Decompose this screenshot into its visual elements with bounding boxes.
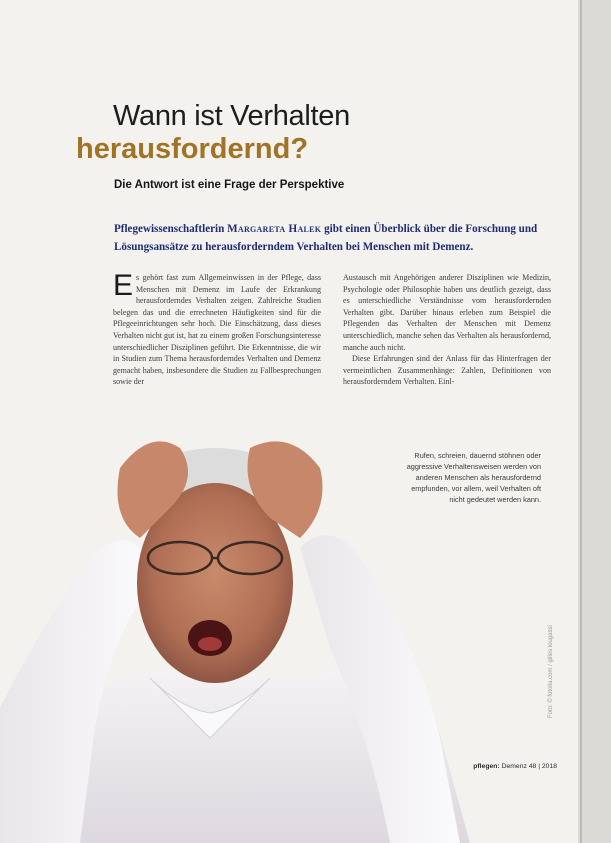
footer-magazine: pflegen:: [473, 763, 500, 770]
subtitle: Die Antwort ist eine Frage der Perspektive: [114, 179, 345, 191]
lead-paragraph: [114, 220, 554, 256]
column-2-paragraph-1: Austausch mit Angehörigen anderer Disziplinen wie Medizin, Psychologie oder Philosophie haben uns deutlich gezeigt, dass es unterschiedliche Verständnisse vom herausfordernden Verhalten gibt. Darüber hinaus erleben zum Beispiel die Pflegenden das Verhalten der Menschen mit Demenz unterschiedlich, manche sehen das Verhalten als herausfordernd, manche auch nicht.: [343, 273, 551, 352]
page-spine: [578, 0, 611, 843]
text-column-1: [113, 269, 321, 388]
author-name: Margareta Halek: [227, 223, 322, 235]
text-column-2: [343, 272, 551, 388]
title-line-1: Wann ist Verhalten: [113, 100, 350, 132]
drop-cap: E: [113, 269, 134, 302]
lead-before: Pflegewissenschaftlerin: [114, 223, 225, 235]
column-1-text: s gehört fast zum Allgemeinwissen in der Pflege, dass Menschen mit Demenz im Laufe der Erkrankung herausforderndes Verhalten zeigen. Zahlreiche Studien belegen das und die errechneten Häufigkeiten sind für die Pflegeeinrichtungen sehr hoch. Die Einschätzung, dass dieses Verhalten nicht gut ist, hat zu einem großen Forschungsinteresse unterschiedlicher Disziplinen geführt. Die Erkenntnisse, die wir in Studien zum Thema herausforderndes Verhalten und Demenz gemacht haben, insbesondere die Studien zu Fallbesprechungen sowie der: [113, 273, 321, 387]
page-footer: [430, 763, 557, 770]
photo-caption: Rufen, schreien, dauernd stöhnen oder aggressive Verhaltensweisen werden von anderen Menschen als herausfordernd empfunden, vor allem, weil Verhalten oft nicht gedeutet werden kann.: [406, 451, 541, 504]
column-2-paragraph-2: Diese Erfahrungen sind der Anlass für das Hinterfragen der vermeintlichen Zusammenhänge: Zahlen, Definitionen von herausforderndem Verhalten. Einl-: [343, 354, 551, 387]
photo-credit: Foto: © fotolia.com / gilles lougassi: [548, 625, 554, 718]
lead-after: gibt einen Überblick über die Forschung und Lösungsansätze zu herausforderndem Verhalten bei Menschen mit Demenz.: [114, 223, 538, 253]
footer-issue: Demenz 48 | 2018: [501, 763, 557, 770]
title-line-2: herausfordernd?: [76, 133, 309, 165]
